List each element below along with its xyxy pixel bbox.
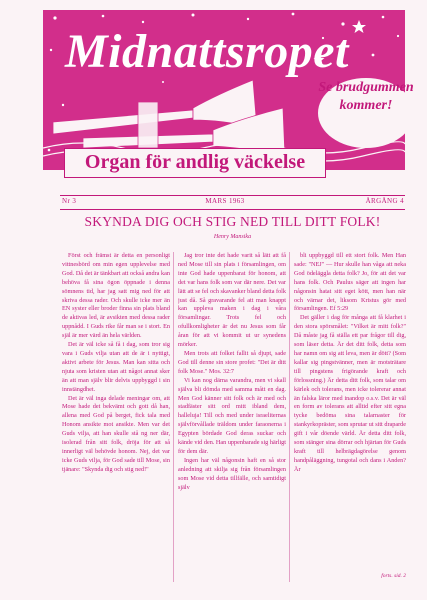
masthead-subtitle: Organ för andlig väckelse xyxy=(84,151,306,173)
column-divider xyxy=(289,252,290,582)
paragraph: Det gäller i dag för många att få klarhet i den stora spörsmålet: "Vilket är mitt folk?" Då måste jag få ställa ett par frågor till dig, som läser detta. Är det ditt folk, detta som har namn om sig att leva, men är dött? (Som kallar sig pingstvänner, men är motsträtare till pingstens frigörande kraft och förlossning.) Är detta ditt folk, som talar om kärlek och tolerans, men icke tolererar annat än falska läror med inandop o.s.v. Det är väl en form av tolerans att alltid efter sitt egna tycke bedöma sina talarnaster för stankyrkopräster, som sprutar ut sitt draparde gift i vår döende värld. Är detta ditt folk, som stänger sina dörrar och hjärtan för Guds kraft till helbrägdagörelse genom handpåläggning, tungotal och dans i Anden? Är xyxy=(294,314,406,473)
article-column-3 xyxy=(294,252,406,584)
paragraph: Ingen har väl någonsin haft en så stor anledning att skilja sig från församlingen som Mose vid detta tillfälle, och samtidigt själv xyxy=(178,456,286,491)
divider-line xyxy=(60,195,405,196)
article-author: Henry Mansika xyxy=(213,234,252,240)
article-headline: SKYNDA DIG OCH STIG NED TILL DITT FOLK! xyxy=(84,214,381,229)
paragraph: Men trots att folket fallit så djupt, sade God till denne sin store profet: "Det är ditt folk Mose." Mos. 32:7 xyxy=(178,349,286,375)
slogan-text: Se brudgummen kommer! xyxy=(318,80,414,113)
paragraph: Först och främst är detta en personligt vittnesbörd om min egen upplevelse med God. Då det är tänkbart att också andra kan behöva få sina ögon öppnade i denna sömnens tid, har jag satt mig ned för att skriva dessa rader. Och skulle icke mer än EN syster eller broder finna sin plats bland de aktivas led, är avsikten med dessa rader uppnådd. I Guds rike får man se i stort. En själ är mer värd än hela världen. xyxy=(62,252,170,340)
paragraph: Det är väl icke så få i dag, som tror sig vara i Guds vilja utan att de är i nyttigt, aktivt arbete för Jesus. Man kan sitta och njuta som kristen utan att något annat sker än att man själv blir delvis uppbyggd i sin innstängdhet. xyxy=(62,341,170,393)
column-divider xyxy=(173,252,174,582)
paragraph: bli uppbyggd till ett stort folk. Men Han sade: "NEJ" — Hur skulle han våga att neka God ödeläggla detta folk? Jo, för att det var hans folk. Och Paulus säger att ingen har någonsin hatat sitt eget kött, men han när och värnar det, liksom Kristus gör med församlingen. Ef 5:29 xyxy=(294,252,406,313)
issue-date: MARS 1963 xyxy=(205,197,245,205)
article-column-1 xyxy=(62,252,170,584)
trumpet-illustration xyxy=(53,80,285,156)
paragraph: Det är väl inga delade meningar om, att Mose hade det bekvämt och gott då han, allena med God på berget, fick tala med Honom ansikte mot ansikte. Men var det Guds vilja, att han skulle stå ng ner där, isolerad från sitt folk, dröja för att så innerligt väl behövde honom. Nej, det var icke Guds vilja, för God sade till Mose, sin tjänare: "Skynda dig och stig ned!" xyxy=(62,394,170,473)
paragraph: Jag tror inte det hade varit så lätt att få ned Mose till sin plats i församlingen, om inte God hade uppenbarat för honom, att det var hans folk som var där nere. Det var lätt att se fel och skavanker bland detta folk just då. Så gravarande fel att man knappt kan uppleva maken i dag i våra församlingar. Trots fel och ofullkomligheter är det nu Jesus som får åran för att vi kommit ut ur synedens mörker. xyxy=(178,252,286,349)
paragraph: Vi kan nog därna varandra, men vi skall själva bli dömda med samma mått en dag. Men God känner sitt folk och är med och stadfäster sitt ord mitt ibland dem, halleluja! Till och med under israeliternas självförvållade träldom under faraonerna i Egypten bördade God deras suckar och kände vid den. Han uppenbarade sig härligt för dem där. xyxy=(178,376,286,455)
masthead-title: Midnattsropet xyxy=(65,25,349,78)
divider-line xyxy=(60,209,405,210)
issue-number: Nr 3 xyxy=(62,197,77,205)
article-column-2 xyxy=(178,252,286,584)
issue-volume: ÅRGÅNG 4 xyxy=(365,197,404,205)
continued-note: forts. sid. 2 xyxy=(381,573,406,579)
